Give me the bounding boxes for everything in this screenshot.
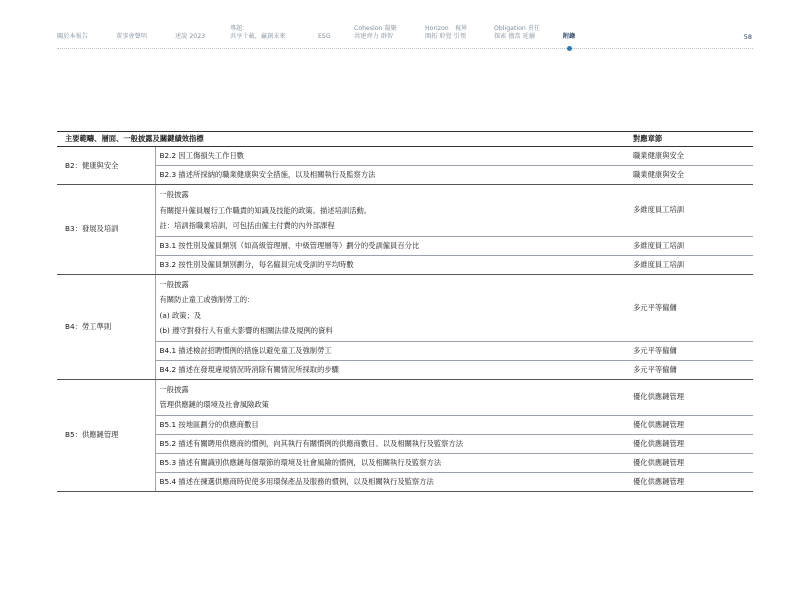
indicator-line: (b) 遵守對發行人有重大影響的相關法律及規例的資料 — [159, 326, 333, 335]
category-b3: B3：發展及培訓 — [57, 185, 155, 275]
table-row — [57, 236, 753, 255]
section-cell: 多維度員工培訓 — [633, 185, 753, 237]
section-cell: 多維度員工培訓 — [633, 255, 753, 274]
nav-item-label: Cohesion 凝聚 — [354, 25, 397, 32]
section-cell: 優化供應鏈管理 — [633, 379, 753, 415]
table-row — [57, 274, 753, 341]
indicator-line: 有關提升僱員履行工作職責的知識及技能的政策。描述培訓活動。 — [159, 205, 372, 215]
table-row — [57, 166, 753, 185]
table-row — [57, 147, 753, 166]
table-row — [57, 341, 753, 360]
table-row — [57, 360, 753, 379]
nav-item-label: Horizon 視界 — [425, 25, 468, 32]
nav-item-label: 專題： — [230, 25, 249, 32]
indicator-cell: B5.2 描述有關聘用供應商的慣例，向其執行有關慣例的供應商數目、以及相關執行及監察方法 — [155, 434, 633, 453]
indicator-cell: B4.2 描述在發現違規情況時消除有關情況所採取的步驟 — [155, 360, 633, 379]
top-navigation — [0, 0, 809, 52]
section-cell: 職業健康與安全 — [633, 166, 753, 185]
table-row — [57, 453, 753, 472]
nav-item-narrative-2023[interactable] — [175, 33, 205, 41]
esg-index-table — [57, 131, 753, 492]
section-cell: 優化供應鏈管理 — [633, 472, 753, 491]
indicator-cell: B5.4 描述在揀選供應商時促使多用環保產品及服務的慣例，以及相關執行及監察方法 — [155, 472, 633, 491]
section-cell: 優化供應鏈管理 — [633, 453, 753, 472]
indicator-line: 一般披露 — [159, 190, 189, 199]
nav-item-label: 董事會聲明 — [116, 33, 147, 40]
indicator-cell: B5.1 按地區劃分的供應商數目 — [155, 415, 633, 434]
nav-item-label: Obligation 責任 — [494, 25, 541, 32]
nav-item-label: 述說 2023 — [175, 33, 206, 40]
nav-item-appendix[interactable] — [563, 33, 575, 41]
table-header-row — [57, 132, 753, 147]
section-cell: 多維度員工培訓 — [633, 236, 753, 255]
nav-item-feature[interactable] — [230, 25, 286, 41]
nav-item-sublabel: 探索 擔當 延續 — [494, 33, 536, 40]
category-b2: B2：健康與安全 — [57, 147, 155, 185]
indicator-line: 有關防止童工或強制勞工的： — [159, 295, 255, 304]
header-indicator: 主要範疇、層面、一般披露及關鍵績效指標 — [57, 132, 633, 147]
indicator-cell: B2.2 因工傷損失工作日數 — [155, 147, 633, 166]
table-row — [57, 379, 753, 415]
nav-item-esg[interactable] — [318, 33, 331, 41]
table-row — [57, 185, 753, 237]
active-section-indicator — [567, 46, 572, 51]
table-row — [57, 434, 753, 453]
indicator-cell: B5.3 描述有關識別供應鏈每個環節的環境及社會風險的慣例，以及相關執行及監察方法 — [155, 453, 633, 472]
table-row — [57, 415, 753, 434]
section-cell: 優化供應鏈管理 — [633, 434, 753, 453]
section-cell: 多元平等僱傭 — [633, 360, 753, 379]
page-number: 58 — [743, 33, 752, 41]
indicator-cell: B3.1 按性別及僱員類別（如高級管理層、中級管理層等）劃分的受訓僱員百分比 — [155, 236, 633, 255]
nav-item-horizon[interactable] — [425, 25, 467, 41]
nav-item-label: ESG — [318, 33, 331, 40]
indicator-line: 管理供應鏈的環境及社會風險政策 — [159, 400, 269, 409]
nav-item-label: 附錄 — [563, 33, 576, 40]
indicator-line: (a) 政策；及 — [159, 310, 202, 320]
section-cell: 職業健康與安全 — [633, 147, 753, 166]
nav-item-sublabel: 共建齊力 群智 — [354, 33, 394, 40]
nav-item-cohesion[interactable] — [354, 25, 397, 41]
nav-item-about-report[interactable] — [57, 33, 88, 41]
nav-item-board-statement[interactable] — [116, 33, 147, 41]
nav-item-sublabel: 開拓 聆覺 引領 — [425, 33, 467, 40]
indicator-cell: B4.1 描述檢討招聘慣例的措施以避免童工及強制勞工 — [155, 341, 633, 360]
section-cell: 多元平等僱傭 — [633, 341, 753, 360]
indicator-line: 註：培訓指職業培訓，可包括由僱主付費的內外部課程 — [159, 221, 335, 230]
category-b4: B4：勞工準則 — [57, 274, 155, 379]
section-cell: 優化供應鏈管理 — [633, 415, 753, 434]
indicator-line: 一般披露 — [159, 384, 189, 394]
indicator-cell — [155, 274, 633, 341]
section-cell: 多元平等僱傭 — [633, 274, 753, 341]
nav-item-label: 關於本報告 — [57, 33, 88, 40]
nav-item-sublabel: 共享十載，贏創未來 — [230, 33, 286, 40]
indicator-cell: B2.3 描述所採納的職業健康與安全措施，以及相關執行及監察方法 — [155, 166, 633, 185]
indicator-line: 一般披露 — [159, 279, 189, 289]
header-section: 對應章節 — [633, 132, 753, 147]
nav-item-obligation[interactable] — [494, 25, 540, 41]
indicator-cell — [155, 379, 633, 415]
indicator-cell — [155, 185, 633, 237]
table-row — [57, 472, 753, 491]
category-b5: B5：供應鏈管理 — [57, 379, 155, 491]
nav-divider — [57, 48, 753, 49]
table-row — [57, 255, 753, 274]
indicator-cell: B3.2 按性別及僱員類別劃分，每名僱員完成受訓的平均時數 — [155, 255, 633, 274]
